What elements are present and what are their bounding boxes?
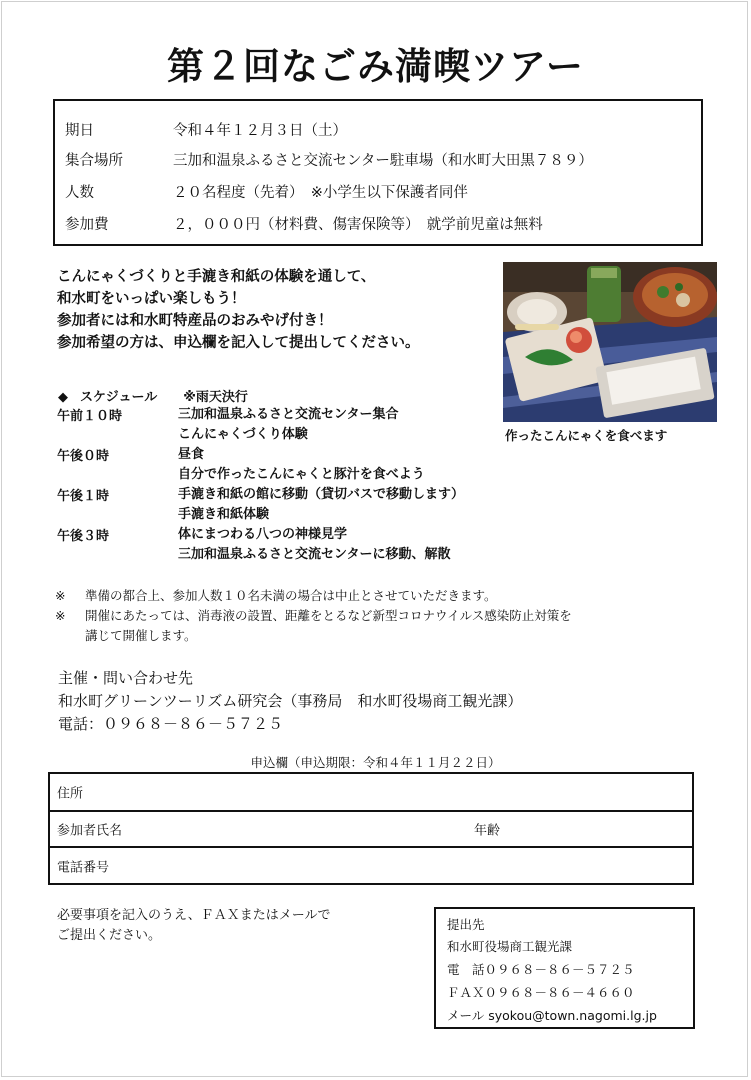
detail-label: 集合場所 [65, 153, 123, 169]
phone-label: 電話番号 [57, 860, 110, 875]
note-item [55, 606, 572, 646]
page-title: 第２回なごみ満喫ツアー [167, 45, 584, 88]
schedule-activity: 体にまつわる八つの神様見学 [178, 527, 348, 542]
note-mark: ※ [55, 588, 66, 603]
detail-label: 期日 [65, 123, 94, 139]
detail-label: 人数 [65, 185, 94, 201]
phone-field[interactable] [50, 848, 692, 883]
detail-label: 参加費 [65, 217, 109, 233]
intro-line: 和水町をいっぱい楽しもう！ [57, 291, 246, 307]
schedule-heading [58, 386, 248, 405]
submission-department: 和水町役場商工観光課 [447, 939, 573, 954]
address-field[interactable] [50, 774, 692, 810]
detail-value: 令和４年１２月３日（土） [173, 123, 347, 139]
schedule-title: スケジュール [80, 390, 158, 405]
notes [55, 586, 572, 646]
organizer-name: 和水町グリーンツーリズム研究会（事務局 和水町役場商工観光課） [58, 692, 523, 710]
intro-line: こんにゃくづくりと手漉き和紙の体験を通して、 [57, 269, 376, 285]
instruction-line: 必要事項を記入のうえ、ＦＡＸまたはメールで [57, 908, 331, 923]
schedule-activity: 手漉き和紙体験 [178, 507, 270, 522]
photo-caption: 作ったこんにゃくを食べます [505, 428, 668, 443]
submission-email[interactable]: メール syokou@town.nagomi.lg.jp [447, 1008, 657, 1023]
intro-line: 参加希望の方は、申込欄を記入して提出してください。 [57, 335, 420, 351]
schedule-activity: 三加和温泉ふるさと交流センターに移動、解散 [178, 547, 451, 562]
intro-text [57, 266, 420, 354]
food-photo [503, 262, 717, 422]
schedule-activity: 三加和温泉ふるさと交流センター集合 [178, 407, 399, 422]
schedule-time: 午後１時 [57, 489, 110, 504]
note-line: 準備の都合上、参加人数１０名未満の場合は中止とさせていただきます。 [85, 588, 497, 603]
application-form-title: 申込欄（申込期限：令和４年１１月２２日） [250, 755, 501, 770]
participant-name-field[interactable] [50, 810, 692, 848]
submission-tel: 電 話０９６８－８６－５７２５ [447, 962, 635, 977]
intro-line: 参加者には和水町特産品のおみやげ付き！ [57, 313, 333, 329]
submission-box [434, 907, 695, 1029]
instruction-line: ご提出ください。 [57, 928, 162, 943]
schedule-time: 午後３時 [57, 529, 110, 544]
schedule-activity: 昼食 [178, 447, 205, 462]
detail-date [65, 119, 347, 140]
event-details-box [53, 99, 703, 246]
schedule-activity: 手漉き和紙の館に移動（貸切バスで移動します） [178, 487, 465, 502]
schedule-time: 午後０時 [57, 449, 110, 464]
detail-fee [65, 213, 543, 234]
schedule-activity: 自分で作ったこんにゃくと豚汁を食べよう [178, 467, 425, 482]
organizer-phone: 電話：０９６８－８６－５７２５ [58, 715, 284, 733]
note-line: 開催にあたっては、消毒液の設置、距離をとるなど新型コロナウイルス感染防止対策を [85, 608, 572, 623]
detail-value: 三加和温泉ふるさと交流センター駐車場（和水町大田黒７８９） [173, 153, 593, 169]
schedule-time: 午前１０時 [57, 409, 123, 424]
organizer-info [58, 667, 522, 736]
submission-fax: ＦＡＸ０９６８－８６－４６６０ [447, 985, 635, 1000]
note-item [55, 586, 572, 606]
submission-instructions [57, 906, 331, 946]
detail-capacity [65, 181, 468, 202]
age-label: 年齢 [474, 823, 501, 839]
rain-note: ※雨天決行 [183, 390, 248, 405]
participant-name-label: 参加者氏名 [57, 823, 123, 839]
submission-heading: 提出先 [447, 917, 485, 932]
schedule-activity: こんにゃくづくり体験 [178, 427, 308, 442]
application-form [48, 772, 694, 885]
detail-value: ２，０００円（材料費、傷害保険等） 就学前児童は無料 [173, 217, 543, 233]
detail-value: ２０名程度（先着） ※小学生以下保護者同伴 [173, 185, 468, 201]
note-mark: ※ [55, 608, 66, 623]
detail-meeting-place [65, 149, 593, 170]
address-label: 住所 [57, 786, 84, 802]
diamond-bullet-icon: ◆ [58, 390, 68, 405]
note-line: 講じて開催します。 [85, 628, 197, 643]
organizer-heading: 主催・問い合わせ先 [58, 669, 194, 687]
